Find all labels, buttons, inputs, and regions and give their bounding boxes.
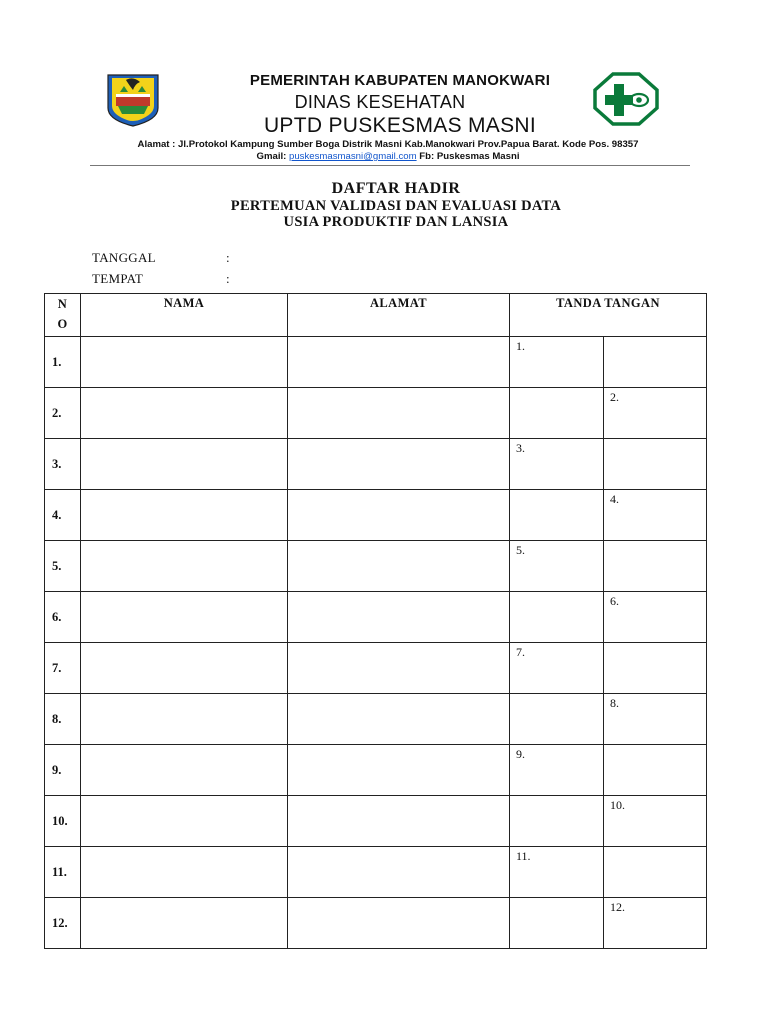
nama-cell[interactable] — [81, 490, 288, 541]
signature-number: 1. — [516, 339, 525, 353]
nama-cell[interactable] — [81, 337, 288, 388]
table-row — [45, 694, 707, 745]
signature-number: 7. — [516, 645, 525, 659]
attendance-table — [44, 293, 707, 949]
signature-cell-right[interactable] — [604, 388, 707, 439]
signature-cell-left[interactable] — [510, 796, 604, 847]
row-number: 7. — [45, 643, 81, 694]
header-no-line1: N — [57, 297, 68, 311]
department-name: DINAS KESEHATAN — [294, 92, 466, 112]
row-number: 5. — [45, 541, 81, 592]
row-number: 9. — [45, 745, 81, 796]
signature-cell-right[interactable] — [604, 796, 707, 847]
signature-cell-right[interactable] — [604, 592, 707, 643]
alamat-cell[interactable] — [288, 745, 510, 796]
nama-cell[interactable] — [81, 694, 288, 745]
row-number: 1. — [45, 337, 81, 388]
nama-cell[interactable] — [81, 847, 288, 898]
table-row — [45, 847, 707, 898]
signature-number: 3. — [516, 441, 525, 455]
nama-cell[interactable] — [81, 592, 288, 643]
table-row — [45, 388, 707, 439]
header-no — [45, 294, 81, 337]
table-row — [45, 337, 707, 388]
table-row — [45, 643, 707, 694]
signature-number: 12. — [610, 900, 625, 914]
signature-cell-left[interactable] — [510, 847, 604, 898]
table-row — [45, 796, 707, 847]
institution-address: Alamat : Jl.Protokol Kampung Sumber Boga Distrik Masni Kab.Manokwari Prov.Papua Barat. Kode Pos. 98357 — [137, 139, 639, 150]
document-title: DAFTAR HADIR — [331, 180, 461, 197]
nama-cell[interactable] — [81, 643, 288, 694]
nama-cell[interactable] — [81, 745, 288, 796]
signature-number: 5. — [516, 543, 525, 557]
signature-cell-right[interactable] — [604, 847, 707, 898]
alamat-cell[interactable] — [288, 439, 510, 490]
signature-number: 8. — [610, 696, 619, 710]
signature-cell-right[interactable] — [604, 898, 707, 949]
gmail-label: Gmail: — [256, 151, 287, 162]
row-number: 10. — [45, 796, 81, 847]
signature-cell-left[interactable] — [510, 439, 604, 490]
row-number: 3. — [45, 439, 81, 490]
puskesmas-cross-logo-icon — [593, 72, 659, 126]
signature-cell-left[interactable] — [510, 541, 604, 592]
row-number: 8. — [45, 694, 81, 745]
nama-cell[interactable] — [81, 541, 288, 592]
nama-cell[interactable] — [81, 439, 288, 490]
date-colon: : — [226, 250, 230, 265]
document-subtitle-1: PERTEMUAN VALIDASI DAN EVALUASI DATA — [230, 198, 562, 214]
header-no-line2: O — [57, 317, 68, 331]
nama-cell[interactable] — [81, 388, 288, 439]
table-row — [45, 745, 707, 796]
regency-emblem-icon — [102, 72, 164, 128]
government-name: PEMERINTAH KABUPATEN MANOKWARI — [249, 72, 551, 89]
signature-cell-right[interactable] — [604, 694, 707, 745]
signature-cell-left[interactable] — [510, 490, 604, 541]
alamat-cell[interactable] — [288, 388, 510, 439]
table-row — [45, 490, 707, 541]
signature-cell-left[interactable] — [510, 388, 604, 439]
facebook-label: Fb: Puskesmas Masni — [419, 151, 520, 162]
signature-cell-right[interactable] — [604, 745, 707, 796]
alamat-cell[interactable] — [288, 541, 510, 592]
header-nama: NAMA — [81, 294, 288, 337]
signature-number: 2. — [610, 390, 619, 404]
alamat-cell[interactable] — [288, 592, 510, 643]
alamat-cell[interactable] — [288, 337, 510, 388]
alamat-cell[interactable] — [288, 898, 510, 949]
header-alamat: ALAMAT — [288, 294, 510, 337]
signature-cell-left[interactable] — [510, 745, 604, 796]
nama-cell[interactable] — [81, 796, 288, 847]
signature-cell-left[interactable] — [510, 337, 604, 388]
alamat-cell[interactable] — [288, 694, 510, 745]
signature-number: 6. — [610, 594, 619, 608]
signature-cell-right[interactable] — [604, 490, 707, 541]
row-number: 6. — [45, 592, 81, 643]
row-number: 11. — [45, 847, 81, 898]
institution-name: UPTD PUSKESMAS MASNI — [263, 114, 537, 137]
alamat-cell[interactable] — [288, 643, 510, 694]
signature-number: 9. — [516, 747, 525, 761]
table-row — [45, 898, 707, 949]
gmail-link[interactable]: puskesmasmasni@gmail.com — [289, 151, 417, 162]
place-colon: : — [226, 271, 230, 286]
signature-number: 10. — [610, 798, 625, 812]
signature-cell-left[interactable] — [510, 694, 604, 745]
signature-cell-right[interactable] — [604, 439, 707, 490]
nama-cell[interactable] — [81, 898, 288, 949]
signature-number: 11. — [516, 849, 531, 863]
place-label: TEMPAT — [92, 271, 144, 286]
row-number: 12. — [45, 898, 81, 949]
document-subtitle-2: USIA PRODUKTIF DAN LANSIA — [283, 214, 509, 230]
header-tanda-tangan: TANDA TANGAN — [510, 294, 707, 337]
signature-cell-right[interactable] — [604, 541, 707, 592]
row-number: 4. — [45, 490, 81, 541]
table-header-row — [45, 294, 707, 337]
row-number: 2. — [45, 388, 81, 439]
alamat-cell[interactable] — [288, 796, 510, 847]
header-divider — [90, 165, 690, 166]
signature-number: 4. — [610, 492, 619, 506]
date-label: TANGGAL — [92, 250, 156, 265]
alamat-cell[interactable] — [288, 847, 510, 898]
signature-cell-right[interactable] — [604, 337, 707, 388]
signature-cell-left[interactable] — [510, 898, 604, 949]
table-row — [45, 592, 707, 643]
table-row — [45, 439, 707, 490]
signature-cell-right[interactable] — [604, 643, 707, 694]
institution-contact — [88, 151, 688, 162]
alamat-cell[interactable] — [288, 490, 510, 541]
signature-cell-left[interactable] — [510, 592, 604, 643]
signature-cell-left[interactable] — [510, 643, 604, 694]
table-row — [45, 541, 707, 592]
